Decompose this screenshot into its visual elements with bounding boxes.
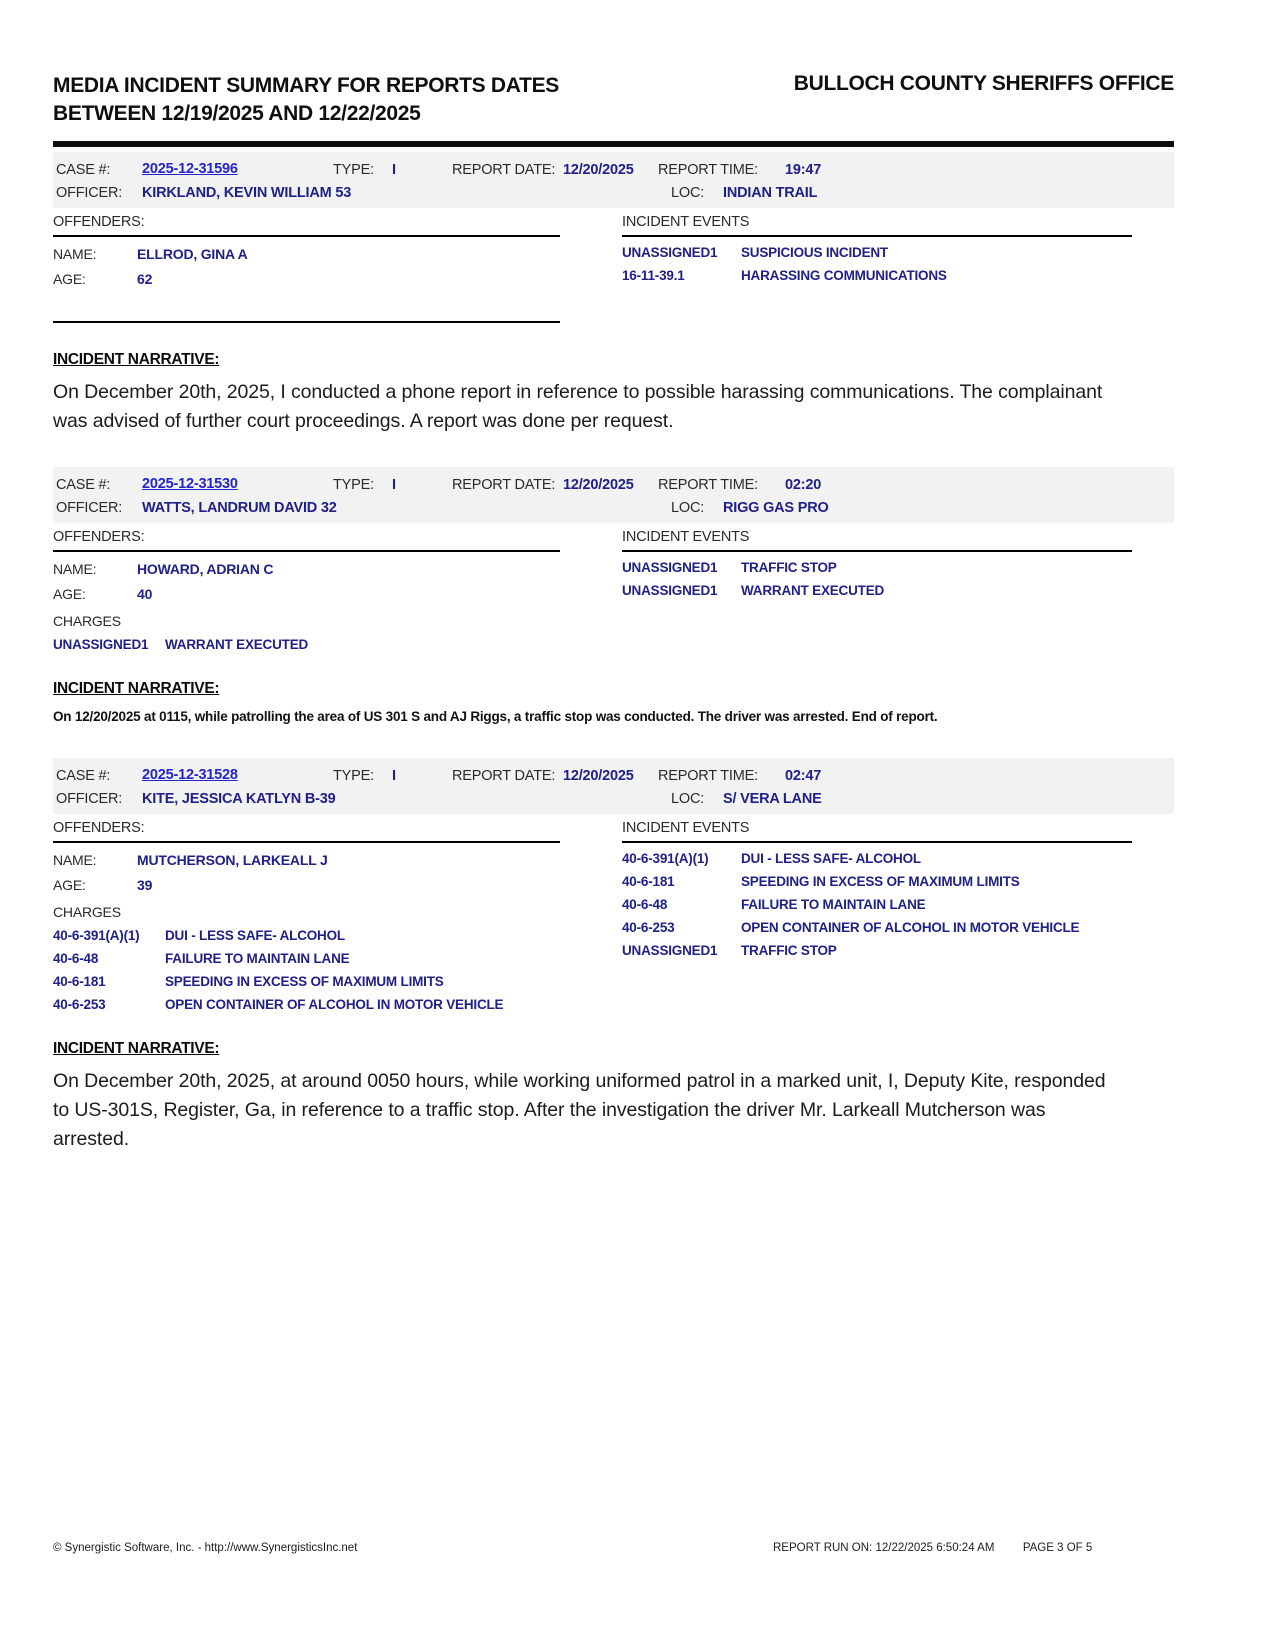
incident-event-row <box>622 874 1132 889</box>
charge-row <box>53 928 560 943</box>
officer-value: KITE, JESSICA KATLYN B-39 <box>142 791 336 807</box>
report-time-label: REPORT TIME: <box>658 477 758 493</box>
offenders-column <box>53 529 560 652</box>
charge-code: 40-6-48 <box>53 951 99 966</box>
offenders-heading: OFFENDERS: <box>53 214 560 237</box>
offender-name-label: NAME: <box>53 246 97 262</box>
case-number-link[interactable]: 2025-12-31596 <box>142 161 238 177</box>
report-date-value: 12/20/2025 <box>563 477 634 493</box>
officer-label: OFFICER: <box>56 500 123 516</box>
incident-event-row <box>622 943 1132 958</box>
officer-value: WATTS, LANDRUM DAVID 32 <box>142 500 337 516</box>
page-footer <box>53 1542 1174 1554</box>
offender-age-label: AGE: <box>53 586 86 602</box>
charge-row <box>53 997 560 1012</box>
incident-event-code: 40-6-391(A)(1) <box>622 851 709 866</box>
report-title-line2: BETWEEN 12/19/2025 AND 12/22/2025 <box>53 102 421 125</box>
case-number-label: CASE #: <box>56 477 111 493</box>
offender-age-row <box>53 586 560 602</box>
report-date-label: REPORT DATE: <box>452 162 556 178</box>
incident-event-description: TRAFFIC STOP <box>741 560 837 575</box>
incident-event-row <box>622 851 1132 866</box>
case-record <box>53 758 1174 1154</box>
cases-container <box>53 152 1174 1154</box>
report-time-value: 02:47 <box>785 768 822 784</box>
type-value: I <box>392 768 396 784</box>
offender-age-value: 39 <box>137 877 153 893</box>
officer-label: OFFICER: <box>56 791 123 807</box>
document-header <box>53 72 1174 128</box>
incident-event-row <box>622 245 1132 260</box>
charges-heading: CHARGES <box>53 613 121 629</box>
type-label: TYPE: <box>333 162 374 178</box>
report-time-value: 02:20 <box>785 477 822 493</box>
incident-events-column <box>622 820 1132 958</box>
report-run-datetime: 12/22/2025 6:50:24 AM <box>875 1542 995 1554</box>
report-time-value: 19:47 <box>785 162 822 178</box>
location-value: S/ VERA LANE <box>723 791 822 807</box>
charge-description: SPEEDING IN EXCESS OF MAXIMUM LIMITS <box>165 974 444 989</box>
incident-event-code: UNASSIGNED1 <box>622 583 718 598</box>
incident-narrative-text: On December 20th, 2025, at around 0050 hours, while working uniformed patrol in a marked unit, I, Deputy Kite, responded to US-301S, Register, Ga, in reference to a traffic stop. After the investigation the driver Mr. Larkeall Mutcherson was arrested. <box>53 1070 1106 1150</box>
offender-name-label: NAME: <box>53 852 97 868</box>
copyright-text: © Synergistic Software, Inc. - http://www.SynergisticsInc.net <box>53 1542 358 1554</box>
type-label: TYPE: <box>333 768 374 784</box>
charge-code: 40-6-253 <box>53 997 106 1012</box>
incident-events-heading: INCIDENT EVENTS <box>622 214 1132 237</box>
incident-events-list <box>622 245 1132 283</box>
offender-name-value: MUTCHERSON, LARKEALL J <box>137 852 328 868</box>
incident-events-column <box>622 214 1132 283</box>
charge-description: FAILURE TO MAINTAIN LANE <box>165 951 350 966</box>
offender-age-row <box>53 877 560 893</box>
incident-events-heading: INCIDENT EVENTS <box>622 820 1132 843</box>
charges-list <box>53 637 560 652</box>
incident-event-row <box>622 897 1132 912</box>
type-value: I <box>392 162 396 178</box>
case-record <box>53 152 1174 436</box>
case-detail-columns <box>53 529 1174 652</box>
charge-row <box>53 637 560 652</box>
offender-name-row <box>53 852 560 868</box>
offender-name-row <box>53 561 560 577</box>
case-number-link[interactable]: 2025-12-31528 <box>142 767 238 783</box>
offender-age-value: 62 <box>137 271 153 287</box>
incident-events-heading: INCIDENT EVENTS <box>622 529 1132 552</box>
offender-name-label: NAME: <box>53 561 97 577</box>
incident-event-row <box>622 920 1132 935</box>
case-header-band <box>53 758 1174 814</box>
offenders-heading: OFFENDERS: <box>53 820 560 843</box>
incident-event-description: TRAFFIC STOP <box>741 943 837 958</box>
report-run-info <box>773 1542 1092 1554</box>
incident-narrative-heading: INCIDENT NARRATIVE: <box>53 680 220 697</box>
charge-code: 40-6-181 <box>53 974 106 989</box>
incident-events-column <box>622 529 1132 598</box>
charge-description: DUI - LESS SAFE- ALCOHOL <box>165 928 345 943</box>
incident-event-code: 40-6-253 <box>622 920 675 935</box>
incident-event-row <box>622 560 1132 575</box>
incident-narrative-heading: INCIDENT NARRATIVE: <box>53 351 220 368</box>
report-title-line1: MEDIA INCIDENT SUMMARY FOR REPORTS DATES <box>53 74 560 97</box>
charge-code: 40-6-391(A)(1) <box>53 928 140 943</box>
incident-event-row <box>622 268 1132 283</box>
incident-event-code: UNASSIGNED1 <box>622 943 718 958</box>
charge-row <box>53 974 560 989</box>
incident-event-description: SUSPICIOUS INCIDENT <box>741 245 888 260</box>
report-date-label: REPORT DATE: <box>452 477 556 493</box>
incident-narrative-text: On 12/20/2025 at 0115, while patrolling the area of US 301 S and AJ Riggs, a traffic stop was conducted. The driver was arrested. End of report. <box>53 709 938 724</box>
incident-narrative-text: On December 20th, 2025, I conducted a phone report in reference to possible harassing communications. The complainant was advised of further court proceedings. A report was done per request. <box>53 381 1103 432</box>
incident-event-description: HARASSING COMMUNICATIONS <box>741 268 947 283</box>
officer-value: KIRKLAND, KEVIN WILLIAM 53 <box>142 185 352 201</box>
incident-events-list <box>622 560 1132 598</box>
offender-age-value: 40 <box>137 586 153 602</box>
incident-event-description: WARRANT EXECUTED <box>741 583 885 598</box>
location-label: LOC: <box>671 791 705 807</box>
charge-description: WARRANT EXECUTED <box>165 637 309 652</box>
offender-age-label: AGE: <box>53 877 86 893</box>
type-label: TYPE: <box>333 477 374 493</box>
incident-event-description: DUI - LESS SAFE- ALCOHOL <box>741 851 921 866</box>
charges-list <box>53 928 560 1012</box>
location-value: RIGG GAS PRO <box>723 500 829 516</box>
case-header-band <box>53 467 1174 523</box>
charge-description: OPEN CONTAINER OF ALCOHOL IN MOTOR VEHICLE <box>165 997 504 1012</box>
case-number-label: CASE #: <box>56 162 111 178</box>
type-value: I <box>392 477 396 493</box>
incident-event-description: SPEEDING IN EXCESS OF MAXIMUM LIMITS <box>741 874 1020 889</box>
report-date-value: 12/20/2025 <box>563 768 634 784</box>
offender-age-row <box>53 271 560 287</box>
offenders-column <box>53 820 560 1012</box>
header-divider <box>53 141 1174 147</box>
report-date-label: REPORT DATE: <box>452 768 556 784</box>
report-time-label: REPORT TIME: <box>658 162 758 178</box>
agency-name: BULLOCH COUNTY SHERIFFS OFFICE <box>793 72 1174 95</box>
incident-event-code: 16-11-39.1 <box>622 268 685 283</box>
charge-row <box>53 951 560 966</box>
location-label: LOC: <box>671 500 705 516</box>
charges-section <box>53 904 560 1012</box>
page-number: PAGE 3 OF 5 <box>1022 1542 1093 1554</box>
incident-narrative-heading: INCIDENT NARRATIVE: <box>53 1040 220 1057</box>
report-page <box>53 0 1174 1650</box>
charges-heading: CHARGES <box>53 904 121 920</box>
case-number-link[interactable]: 2025-12-31530 <box>142 476 238 492</box>
offender-age-label: AGE: <box>53 271 86 287</box>
incident-events-list <box>622 851 1132 958</box>
incident-event-code: UNASSIGNED1 <box>622 245 718 260</box>
offender-name-value: ELLROD, GINA A <box>137 246 248 262</box>
case-detail-columns <box>53 820 1174 1012</box>
case-record <box>53 467 1174 727</box>
location-label: LOC: <box>671 185 705 201</box>
officer-label: OFFICER: <box>56 185 123 201</box>
report-date-value: 12/20/2025 <box>563 162 634 178</box>
incident-event-code: 40-6-48 <box>622 897 668 912</box>
report-run-label: REPORT RUN ON: <box>773 1542 873 1554</box>
offender-name-row <box>53 246 560 262</box>
report-time-label: REPORT TIME: <box>658 768 758 784</box>
offenders-heading: OFFENDERS: <box>53 529 560 552</box>
incident-event-description: FAILURE TO MAINTAIN LANE <box>741 897 926 912</box>
charge-code: UNASSIGNED1 <box>53 637 149 652</box>
case-detail-columns <box>53 214 1174 323</box>
offender-name-value: HOWARD, ADRIAN C <box>137 561 274 577</box>
report-title <box>53 72 559 128</box>
incident-event-row <box>622 583 1132 598</box>
case-number-label: CASE #: <box>56 768 111 784</box>
incident-event-code: UNASSIGNED1 <box>622 560 718 575</box>
incident-event-description: OPEN CONTAINER OF ALCOHOL IN MOTOR VEHICLE <box>741 920 1080 935</box>
offenders-column <box>53 214 560 323</box>
charges-section <box>53 613 560 652</box>
location-value: INDIAN TRAIL <box>723 185 818 201</box>
incident-event-code: 40-6-181 <box>622 874 675 889</box>
case-header-band <box>53 152 1174 208</box>
